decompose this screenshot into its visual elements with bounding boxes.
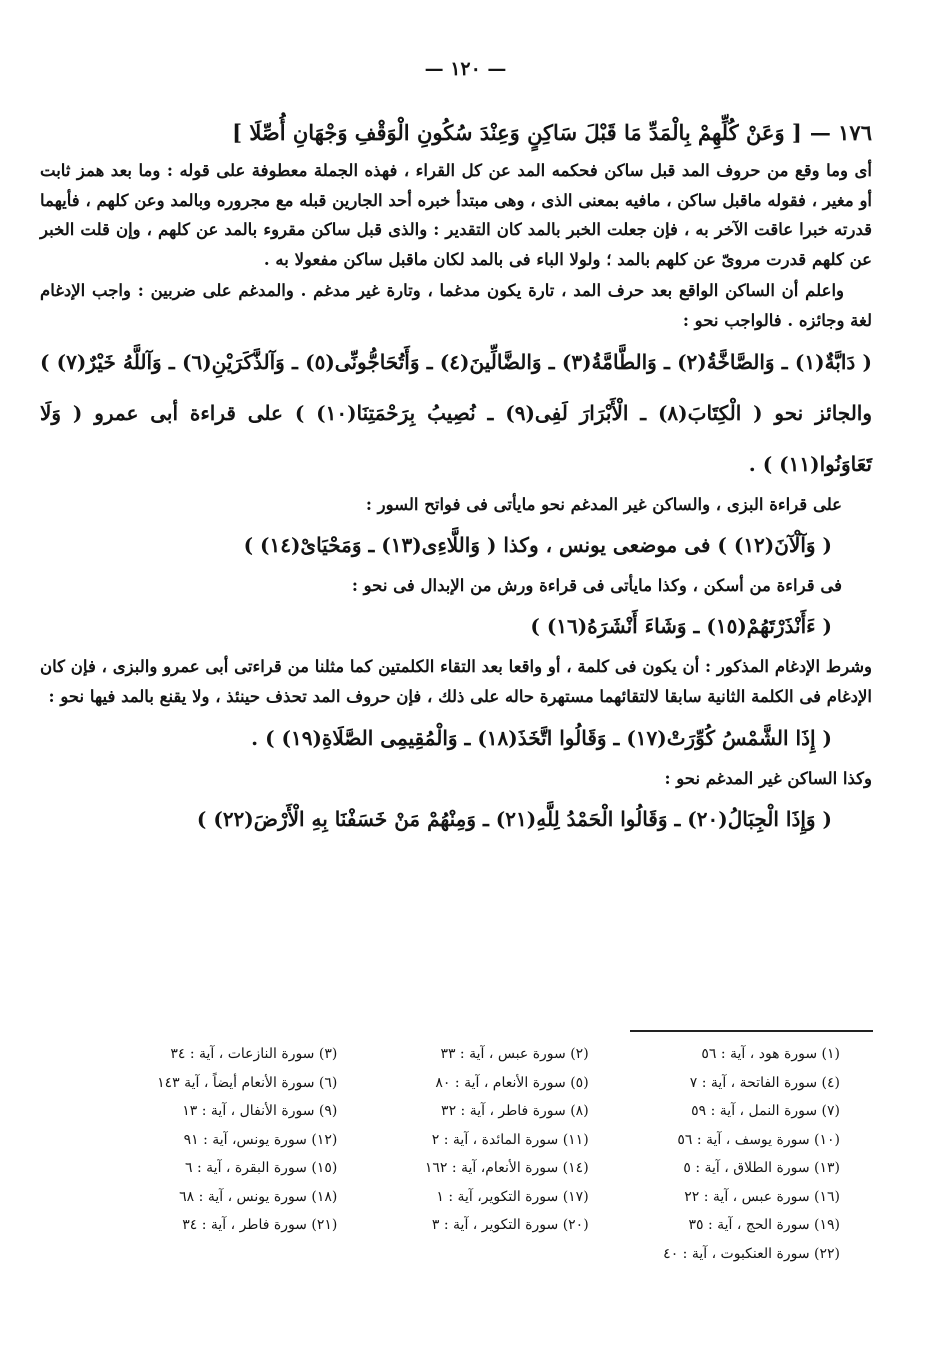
quran-examples-5: ( وَإِذَا الْجِبَالُ(٢٠) ـ وَقَالُوا الْحَمْدُ لِلَّهِ(٢١) ـ وَمِنْهُمْ مَنْ خَسَفْنَا بِهِ الْأَرْضَ(٢٢) ) <box>196 807 832 831</box>
footnote: (٤) سورة الفاتحة ، آية : ٧ <box>689 1074 840 1091</box>
footnote: (٧) سورة النمل ، آية : ٥٩ <box>691 1103 840 1119</box>
footnote: (١٨) سورة يونس ، آية : ٦٨ <box>179 1188 338 1205</box>
quran-examples-3: ( ءَأَنْذَرْتَهُمْ(١٥) ـ وَشَاءَ أَنْشَرَهُ(١٦) ) <box>530 614 832 638</box>
footnote: (١٩) سورة الحج ، آية : ٣٥ <box>688 1217 840 1233</box>
paragraph-explanation: أى وما وقع من حروف المد قبل ساكن فحكمه المد عن كل القراء ، فهذه الجملة معطوفة على قوله : وما بعد همز ثابت أو مغير ، فقوله ماقبل ساكن ، مافيه بمعنى الذى ، وهى مبتدأ خبره أحد الجارين قبله مع مجروره وبالمد وعن كلهم ، فأيهما قدرته خبرا عاقت الآخر به ، فإن جعلت الخبر بالمد كان التقدير : والذى قبل ساكن مقروء بالمد عن كلهم ، وإن قلت الخبر عن كلهم قدرت مروىّ عن كلهم بالمد ؛ ولولا الباء فى بالمد لكان ماقبل ساكن مفعولا به . <box>40 161 872 269</box>
paragraph-sakin-types: واعلم أن الساكن الواقع بعد حرف المد ، تارة يكون مدغما ، وتارة غير مدغم . والمدغم على ضربين : واجب الإدغام لغة وجائزه . فالواجب نحو : <box>40 281 872 330</box>
footnote: (٢٢) سورة العنكبوت ، آية : ٤٠ <box>663 1245 840 1262</box>
paragraph-condition: وشرط الإدغام المذكور : أن يكون فى كلمة ، أو واقعا بعد التقاء الكلمتين كما مثلنا من قراءتى أبى عمرو والبزى ، فإن كان الإدغام فى الكلمة الثانية سابقا لالتقائهما مستهرة حاله على ذلك ، فإن حروف المد تحذف حينئذ ، ولا يقنع بالمد فيها نحو : <box>40 657 872 706</box>
footnote: (٣) سورة النازعات ، آية : ٣٤ <box>170 1046 338 1062</box>
paragraph-warsh: فى قراءة من أسكن ، وكذا مايأتى فى قراءة ورش من الإبدال فى نحو : <box>351 576 842 595</box>
footnote: (١٣) سورة الطلاق ، آية : ٥ <box>683 1160 840 1176</box>
footnote-divider <box>630 1030 873 1032</box>
quran-examples-2: ( وَآلْآنَ(١٢) ) فى موضعى يونس ، وكذا ( وَاللَّاءِى(١٣) ـ وَمَحْيَاىْ(١٤) ) <box>243 533 832 557</box>
paragraph-bazzi: على قراءة البزى ، والساكن غير المدغم نحو مايأتى فى فواتح السور : <box>365 495 842 514</box>
verse-text: [ وَعَنْ كُلِّهِمْ بِالْمَدِّ مَا قَبْلَ سَاكِنٍ وَعِنْدَ سُكُونِ الْوَقْفِ وَجْهَانِ أُصِّلَا ] <box>232 120 802 145</box>
footnote: (١٤) سورة الأنعام، آية : ١٦٢ <box>424 1160 589 1176</box>
footnote: (١٧) سورة التكوير، آية : ١ <box>436 1188 589 1205</box>
footnote: (٨) سورة فاطر ، آية : ٣٢ <box>441 1103 589 1119</box>
footnote: (١) سورة هود ، آية : ٥٦ <box>701 1046 840 1062</box>
footnote: (١٠) سورة يوسف ، آية : ٥٦ <box>677 1131 840 1148</box>
footnote: (١١) سورة المائدة ، آية : ٢ <box>431 1131 589 1148</box>
footnote: (١٦) سورة عبس ، آية : ٢٢ <box>684 1188 840 1205</box>
verse-number: ١٧٦ — <box>809 120 872 145</box>
footnote: (٩) سورة الأنفال ، آية : ١٣ <box>182 1103 338 1119</box>
paragraph-non-idgham: وكذا الساكن غير المدغم نحو : <box>664 769 872 788</box>
page-body <box>40 112 872 845</box>
footnote: (٢٠) سورة التكوير ، آية : ٣ <box>431 1217 589 1233</box>
footnote: (٢) سورة عبس ، آية : ٣٣ <box>440 1046 589 1062</box>
footnote: (٢١) سورة فاطر ، آية : ٣٤ <box>182 1217 338 1233</box>
footnote: (١٥) سورة البقرة ، آية : ٦ <box>185 1160 338 1176</box>
footnote: (٥) سورة الأنعام ، آية : ٨٠ <box>435 1074 589 1091</box>
poem-verse <box>40 112 872 154</box>
footnote: (١٢) سورة يونس، آية : ٩١ <box>183 1131 338 1148</box>
footnotes <box>100 1040 840 1268</box>
quran-examples-4: ( إِذَا الشَّمْسُ كُوِّرَتْ(١٧) ـ وَقَالُوا اتَّخَذَ(١٨) ـ وَالْمُقِيمِى الصَّلَاةِ(١٩) ) . <box>251 726 832 750</box>
footnote: (٦) سورة الأنعام أيضاً ، آية ١٤٣ <box>157 1074 338 1091</box>
quran-examples-1: ( دَابَّةٌ(١) ـ وَالصَّاخَّةُ(٢) ـ وَالطَّامَّةُ(٣) ـ وَالضَّالِّينَ(٤) ـ وَأَتُحَاجُّونِّى(٥) ـ وَآلذَّكَرَيْنِ(٦) ـ وَآللَّهُ خَيْرٌ(٧) ) والجائز نحو ( الْكِتَابَ(٨) ـ الْأَبْرَارَ لَفِى(٩) ـ نُصِيبُ بِرَحْمَتِنَا(١٠) ) على قراءة أبى عمرو ( وَلَا تَعَاوَنُوا(١١) ) . <box>40 350 873 476</box>
page-number: — ١٢٠ — <box>424 58 507 80</box>
